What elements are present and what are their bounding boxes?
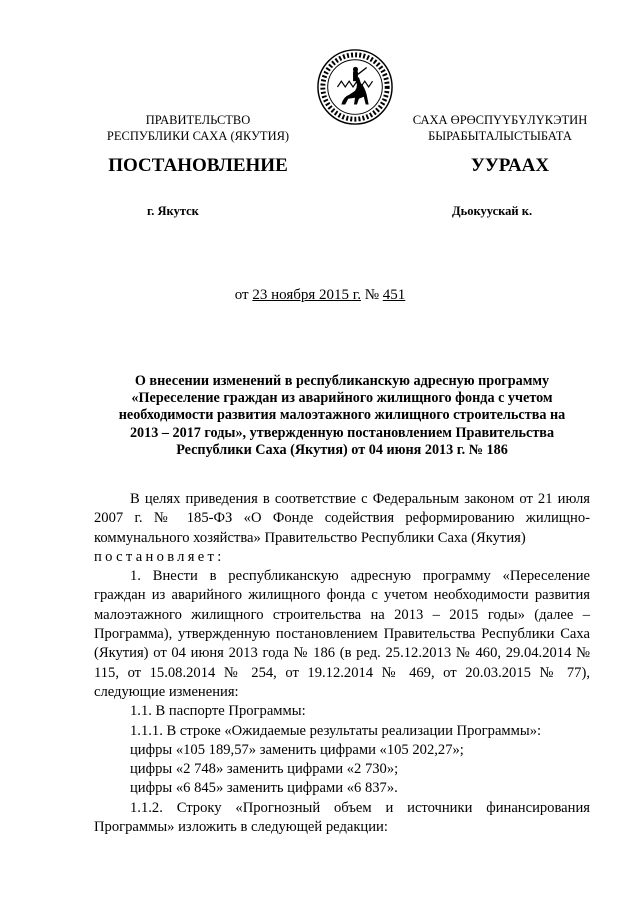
subject-line: Республики Саха (Якутия) от 04 июня 2013 г. № 186 xyxy=(176,441,508,458)
document-body xyxy=(94,490,590,837)
decree-date-line xyxy=(0,287,640,304)
decree-number: 451 xyxy=(382,287,406,303)
figure-change-1: цифры «105 189,57» заменить цифрами «105 202,27»; xyxy=(130,741,464,758)
decree-word: постановляет: xyxy=(94,548,225,565)
document-subject xyxy=(94,373,590,459)
preamble-paragraph: В целях приведения в соответствие с Федеральным законом от 21 июля 2007 г. № 185-ФЗ «О Фонде содействия реформированию жилищно-коммунального хозяйства» Правительство Республики Саха (Якутия) xyxy=(94,491,590,546)
document-type-title-yakut: УУРААХ xyxy=(470,155,550,176)
item-1-1-2-paragraph: 1.1.2. Строку «Прогнозный объем и источники финансирования Программы» изложить в следующей редакции: xyxy=(94,799,590,836)
subject-line: «Переселение граждан из аварийного жилищного фонда с учетом xyxy=(131,390,553,407)
item-1-1-1-paragraph: 1.1.1. В строке «Ожидаемые результаты реализации Программы»: xyxy=(130,722,542,739)
city-name: г. Якутск xyxy=(147,204,199,218)
government-name-line: ПРАВИТЕЛЬСТВО xyxy=(145,113,251,127)
city-name-yakut: Дьокуускай к. xyxy=(452,204,533,218)
item-1-paragraph: 1. Внести в республиканскую адресную программу «Переселение граждан из аварийного жилищного фонда с учетом необходимости развития малоэтажного жилищного строительства на 2013 – 2015 годы» (далее – Программа), утвержденную постановлением Правительства Республики Саха (Якутия) от 04 июня 2013 года № 186 (в ред. 25.12.2013 № 460, 29.04.2014 № 115, от 15.08.2014 № 254, от 19.12.2014 № 469, от 20.03.2015 № 77), следующие изменения: xyxy=(94,568,590,700)
date-prefix: от xyxy=(234,287,249,303)
government-name-yakut-line: БЫРАБЫТАЛЫСТЫБАТА xyxy=(428,129,572,143)
document-type-title: ПОСТАНОВЛЕНИЕ xyxy=(108,155,288,176)
government-name-yakut-line: САХА ӨРӨСПҮҮБҮЛҮКЭТИН xyxy=(412,113,588,127)
subject-line: О внесении изменений в республиканскую адресную программу xyxy=(134,373,550,389)
coat-of-arms-icon xyxy=(316,48,394,126)
government-name-yakut xyxy=(395,112,605,144)
government-name xyxy=(96,112,300,144)
subject-line: необходимости развития малоэтажного жилищного строительства на xyxy=(118,407,566,424)
number-sign: № xyxy=(364,287,380,303)
figure-change-2: цифры «2 748» заменить цифрами «2 730»; xyxy=(130,761,399,778)
government-name-line: РЕСПУБЛИКИ САХА (ЯКУТИЯ) xyxy=(106,129,290,143)
item-1-1-paragraph: 1.1. В паспорте Программы: xyxy=(130,703,306,720)
figure-change-3: цифры «6 845» заменить цифрами «6 837». xyxy=(130,780,398,797)
subject-line: 2013 – 2017 годы», утвержденную постановлением Правительства xyxy=(129,424,555,441)
decree-date: 23 ноября 2015 г. xyxy=(252,287,361,303)
